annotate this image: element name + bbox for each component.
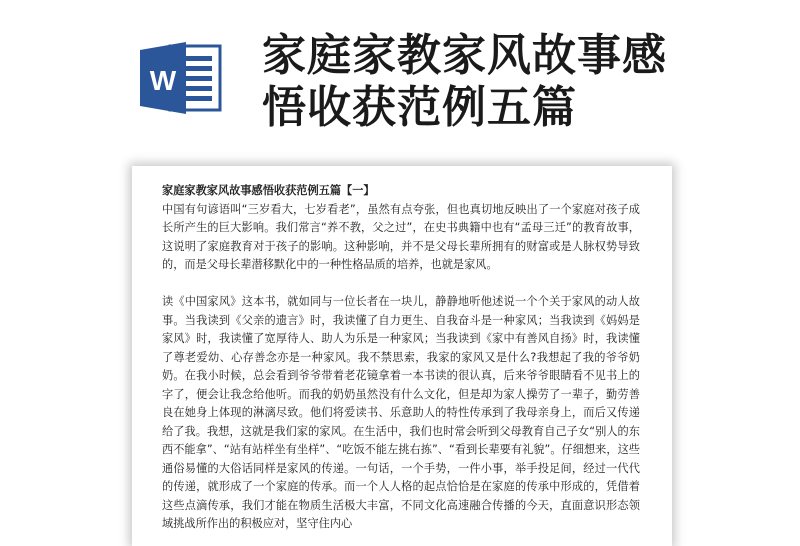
- document-heading: 家庭家教家风故事感悟收获范例五篇【一】: [162, 184, 375, 197]
- word-icon-letter: W: [149, 65, 177, 96]
- page-title: [262, 30, 702, 134]
- title-line-1: 家庭家教家风故事感: [262, 30, 667, 81]
- paragraph-2: 读《中国家风》这本书，就如同与一位长者在一块儿，静静地听他述说一个个关于家风的动人故事。当我读到《父亲的遗言》时，我读懂了自力更生、自我奋斗是一种家风；当我读到《妈妈是家风》时，我读懂了宽厚待人、助人为乐是一种家风；当我读到《家中有善风自扬》时，我读懂了尊老爱幼、心存善念亦是一种家风。我不禁思索，我家的家风又是什么?我想起了我的爷爷奶奶。在我小时候，总会看到爷爷带着老花镜拿着一本书读的很认真，后来爷爷眼睛看不见书上的字了，便会让我念给他听。而我的奶奶虽然没有什么文化，但是却为家人操劳了一辈子，勤劳善良在她身上体现的淋漓尽致。他们将爱读书、乐意助人的特性传承到了我母亲身上，而后又传递给了我。我想，这就是我们家的家风。在生活中，我们也时常会听到父母教育自己子女“别人的东西不能拿”、“站有站样坐有坐样”、“吃饭不能左挑右拣”、“看到长辈要有礼貌”。仔细想来，这些通俗易懂的大俗话同样是家风的传递。一句话，一个手势，一件小事，举手投足间，经过一代代的传递，就形成了一个家庭的传承。而一个人人格的起点恰恰是在家庭的传承中形成的，凭借着这些点滴传承，我们才能在物质生活极大丰富，不同文化高速融合传播的今天，直面意识形态领域挑战所作出的积极应对，坚守住内心: [162, 295, 640, 530]
- document-page: [132, 166, 672, 546]
- paragraph-1: 中国有句谚语叫“三岁看大，七岁看老”，虽然有点夸张，但也真切地反映出了一个家庭对孩子成长所产生的巨大影响。我们常言“养不教，父之过”，在史书典籍中也有“孟母三迁”的教育故事，这说明了家庭教育对于孩子的影响。这种影响，并不是父母长辈所拥有的财富或是人脉权势导致的，而是父母长辈潜移默化中的一种性格品质的培养，也就是家风。: [162, 202, 640, 271]
- banner: [0, 0, 800, 150]
- word-document-icon: [140, 40, 224, 116]
- title-line-2: 悟收获范例五篇: [262, 82, 577, 133]
- document-content: [162, 182, 640, 534]
